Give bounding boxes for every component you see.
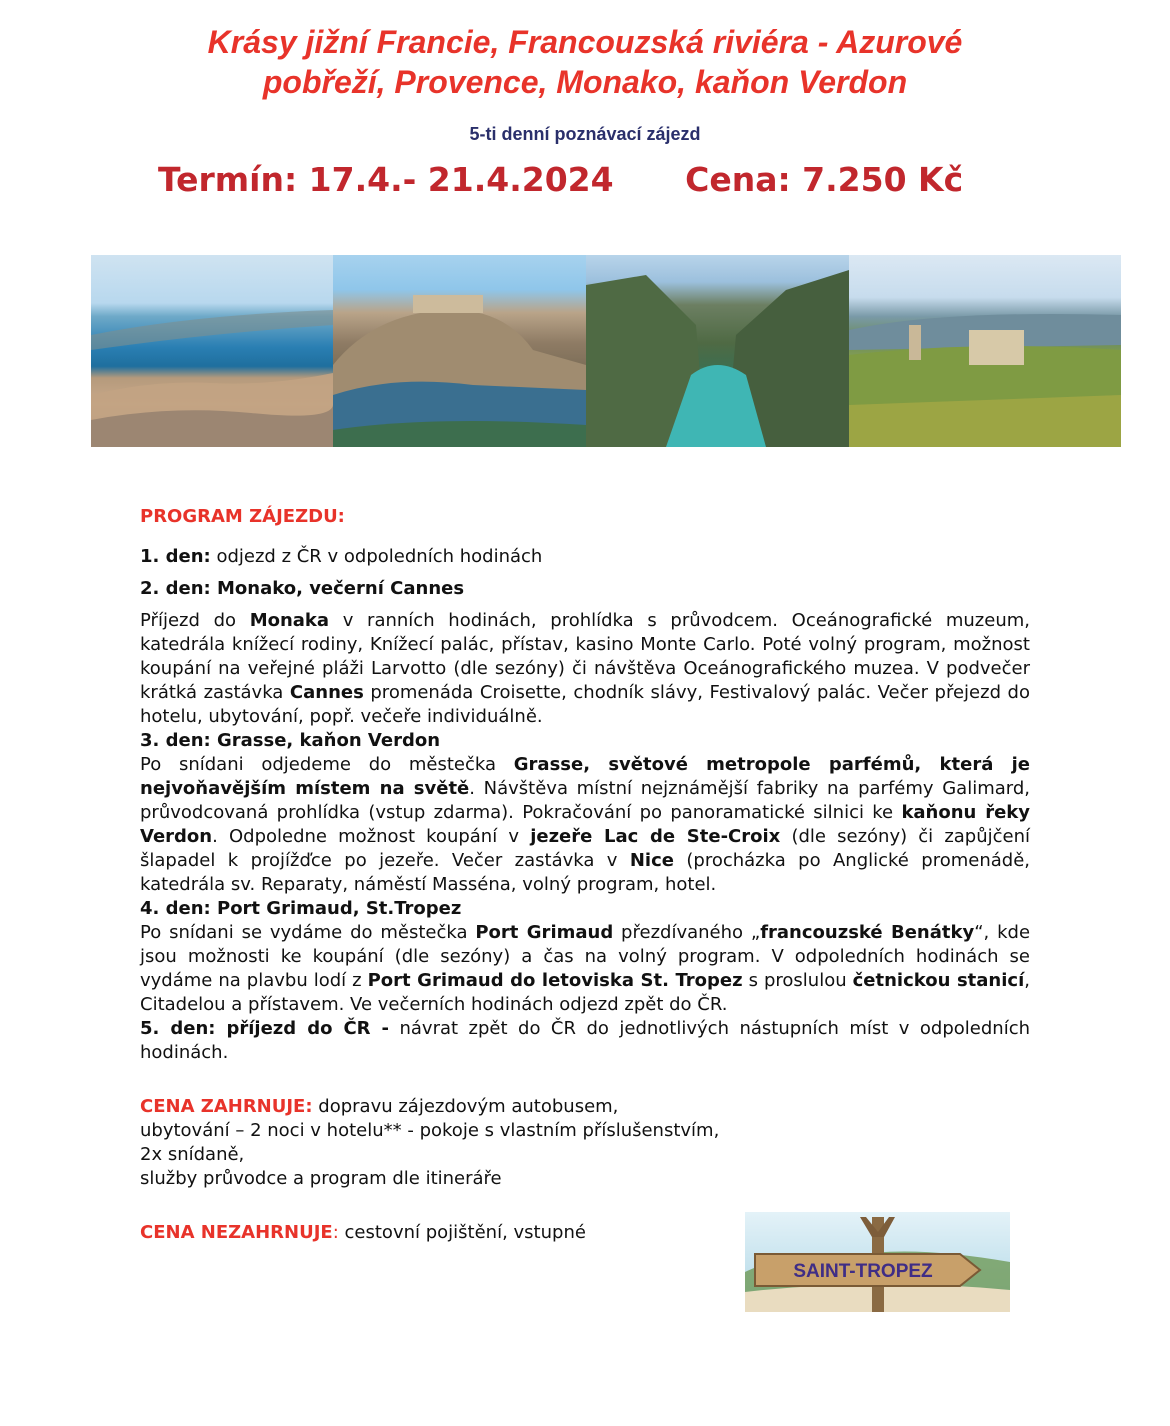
- day-5-part-1: návrat zpět do ČR do jednotlivých nástupních míst v odpoledních hodinách.: [140, 1018, 1030, 1063]
- includes-label: CENA ZAHRNUJE:: [140, 1096, 313, 1117]
- day-5-text: [140, 1017, 1030, 1065]
- includes-line-4: služby průvodce a program dle itineráře: [140, 1168, 502, 1189]
- term-price-line: [158, 160, 963, 199]
- program-heading: PROGRAM ZÁJEZDU:: [140, 506, 345, 527]
- day-3-part-4: (dle sezóny) či zapůjčení šlapadel k projížďce po jezeře. Večer zastávka v: [140, 826, 1031, 871]
- photo-monaco-illustration: [333, 255, 586, 447]
- photo-verdon-illustration: [586, 255, 849, 447]
- day-3-part-5: (procházka po Anglické promenádě, katedrála sv. Reparaty, náměstí Masséna, volný program, hotel.: [140, 850, 1030, 895]
- day-3-part-2: . Návštěva místní nejznámější fabriky na parfémy Galimard, průvodcovaná prohlídka (vstup zdarma). Pokračování po panoramatické silnici ke: [140, 778, 1030, 823]
- day-2-monaka: Monaka: [249, 610, 330, 631]
- day-4-part-3: “, kde jsou možnosti ke koupání (dle sezóny) a čas na volný program. V odpoledních hodinách se vydáme na plavbu lodí z: [140, 922, 1031, 991]
- day-4-part-4: s proslulou: [742, 970, 853, 991]
- day-3-grasse: Grasse, světové metropole parfémů, která je nejvoňavějším místem na světě: [140, 754, 1031, 799]
- subtitle: 5-ti denní poznávací zájezd: [469, 124, 701, 144]
- title-line-2: pobřeží, Provence, Monako, kaňon Verdon: [262, 64, 908, 100]
- day-5-label: 5. den: příjezd do ČR -: [140, 1018, 390, 1039]
- excludes-colon: :: [332, 1222, 339, 1243]
- includes-text-1: dopravu zájezdovým autobusem,: [312, 1096, 619, 1117]
- sign-illustration: [745, 1212, 1010, 1312]
- saint-tropez-sign-image: [745, 1212, 1010, 1312]
- day-3-part-3: . Odpoledne možnost koupání v: [212, 826, 531, 847]
- day-3-title: 3. den: Grasse, kaňon Verdon: [140, 730, 441, 751]
- day-2-part-3: promenáda Croisette, chodník slávy, Festivalový palác. Večer přejezd do hotelu, ubytování, popř. večeře individuálně.: [140, 682, 1030, 727]
- photo-monaco: [333, 255, 586, 447]
- day-4-st-tropez: Port Grimaud do letoviska St. Tropez: [367, 970, 743, 991]
- day-4-benatky: francouzské Benátky: [760, 922, 975, 943]
- includes-line-2: ubytování – 2 noci v hotelu** - pokoje s vlastním příslušenstvím,: [140, 1120, 720, 1141]
- day-4-part-2: přezdívaného „: [613, 922, 761, 943]
- day-4-station: četnickou stanicí: [852, 970, 1025, 991]
- day-4-title: 4. den: Port Grimaud, St.Tropez: [140, 898, 462, 919]
- photo-provence-illustration: [849, 255, 1121, 447]
- day-1-text: odjezd z ČR v odpoledních hodinách: [210, 546, 543, 567]
- day-4-text: [140, 921, 1030, 1017]
- day-3-verdon: kaňonu řeky Verdon: [140, 802, 1030, 847]
- day-1-label: 1. den:: [140, 546, 211, 567]
- term-text: Termín: 17.4.- 21.4.2024: [158, 160, 614, 199]
- excludes-label: CENA NEZAHRNUJE: [140, 1222, 333, 1243]
- day-4-port-grimaud: Port Grimaud: [475, 922, 614, 943]
- day-2-part-1: Příjezd do: [140, 610, 250, 631]
- day-3-text: [140, 753, 1030, 897]
- includes-line-3: 2x snídaně,: [140, 1144, 245, 1165]
- day-1: [140, 545, 1030, 569]
- day-4-part-5: , Citadelou a přístavem. Ve večerních hodinách odjezd zpět do ČR.: [140, 970, 1030, 1015]
- page-title: [60, 22, 1110, 102]
- photo-provence-village: [849, 255, 1121, 447]
- sign-text: SAINT-TROPEZ: [793, 1261, 933, 1282]
- day-4-part-1: Po snídani se vydáme do městečka: [140, 922, 476, 943]
- price-text: Cena: 7.250 Kč: [685, 160, 964, 199]
- title-line-1: Krásy jižní Francie, Francouzská riviéra - Azurové: [207, 24, 963, 60]
- program-content: [140, 505, 1030, 1245]
- photo-verdon-gorge: [586, 255, 849, 447]
- day-3-part-1: Po snídani odjedeme do městečka: [140, 754, 514, 775]
- photo-nice-illustration: [91, 255, 333, 447]
- day-3-nice: Nice: [629, 850, 674, 871]
- excludes-text: cestovní pojištění, vstupné: [338, 1222, 586, 1243]
- day-2-cannes: Cannes: [289, 682, 364, 703]
- photo-nice-coast: [91, 255, 333, 447]
- includes-line-1: [140, 1095, 1030, 1119]
- day-2-part-2: v ranních hodinách, prohlídka s průvodcem. Oceánografické muzeum, katedrála knížecí rodiny, Knížecí palác, přístav, kasino Monte Carlo. Poté volný program, možnost koupání na veřejné pláži Larvotto (dle sezóny) či návštěva Oceánografického muzea. V podvečer krátká zastávka: [140, 610, 1030, 703]
- day-3-lake: jezeře Lac de Ste-Croix: [530, 826, 781, 847]
- photo-strip: [91, 255, 1121, 447]
- day-2-text: [140, 609, 1030, 729]
- day-2-title: 2. den: Monako, večerní Cannes: [140, 578, 465, 599]
